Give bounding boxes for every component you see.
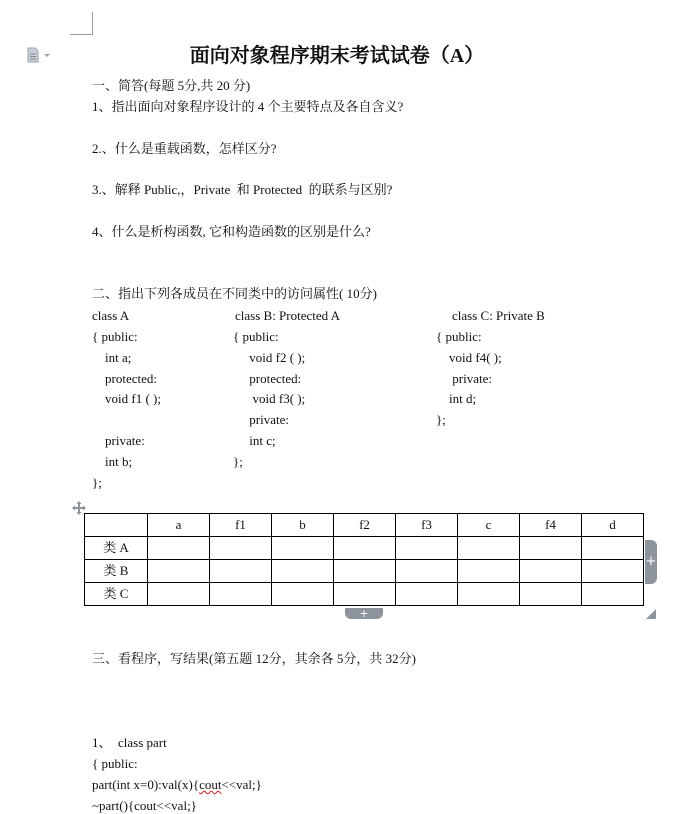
section1-heading: 一、简答(每题 5分,共 20 分) bbox=[92, 78, 251, 93]
table-cell[interactable] bbox=[458, 583, 520, 606]
code-line: protected: bbox=[233, 371, 302, 386]
table-header-cell[interactable] bbox=[85, 514, 148, 537]
code-line: ~part(){cout<<val;} bbox=[92, 798, 197, 813]
question-2: 2.、什么是重载函数，怎样区分? bbox=[92, 141, 277, 156]
code-line: { public: bbox=[436, 329, 482, 344]
code-line: int a; bbox=[92, 350, 132, 365]
code-line: class A bbox=[92, 308, 130, 323]
table-header-cell[interactable]: f4 bbox=[520, 514, 582, 537]
code-line: private: bbox=[233, 412, 289, 427]
access-table bbox=[84, 513, 644, 606]
table-cell[interactable] bbox=[148, 560, 210, 583]
code-line: protected: bbox=[92, 371, 157, 386]
table-cell[interactable] bbox=[210, 583, 272, 606]
table-header-cell[interactable]: b bbox=[272, 514, 334, 537]
table-cell[interactable] bbox=[334, 537, 396, 560]
row-label-cell[interactable]: 类 C bbox=[85, 583, 148, 606]
section3-heading: 三、看程序，写结果(第五题 12分，其余各 5分，共 32分) bbox=[92, 651, 416, 666]
code-line: { public: bbox=[233, 329, 279, 344]
row-label-cell[interactable]: 类 A bbox=[85, 537, 148, 560]
table-cell[interactable] bbox=[520, 583, 582, 606]
table-row bbox=[85, 560, 644, 583]
table-cell[interactable] bbox=[272, 560, 334, 583]
row-label-cell[interactable]: 类 B bbox=[85, 560, 148, 583]
code-line: class C: Private B bbox=[452, 308, 545, 323]
table-cell[interactable] bbox=[334, 560, 396, 583]
table-cell[interactable] bbox=[396, 560, 458, 583]
code-line: int c; bbox=[233, 433, 276, 448]
table-header-cell[interactable]: f1 bbox=[210, 514, 272, 537]
table-header-row bbox=[85, 514, 644, 537]
table-header-cell[interactable]: f3 bbox=[396, 514, 458, 537]
table-cell[interactable] bbox=[582, 560, 644, 583]
code-text: <<val;} bbox=[221, 777, 262, 792]
question-3: 3.、解释 Public,，Private 和 Protected 的联系与区别? bbox=[92, 182, 393, 197]
code-line: { public: bbox=[92, 756, 138, 771]
page-margin-mark bbox=[70, 12, 93, 35]
table-cell[interactable] bbox=[520, 560, 582, 583]
table-cell[interactable] bbox=[334, 583, 396, 606]
code-line: }; bbox=[233, 454, 243, 469]
table-cell[interactable] bbox=[148, 537, 210, 560]
table-cell[interactable] bbox=[458, 537, 520, 560]
table-cell[interactable] bbox=[396, 537, 458, 560]
exam-title: 面向对象程序期末考试试卷（A） bbox=[189, 45, 485, 67]
code-line bbox=[92, 777, 262, 793]
code-line: void f2 ( ); bbox=[233, 350, 306, 365]
code-text: part(int x=0):val(x){ bbox=[92, 777, 200, 792]
add-column-icon[interactable]: + bbox=[645, 540, 657, 584]
table-cell[interactable] bbox=[458, 560, 520, 583]
table-header-cell[interactable]: a bbox=[148, 514, 210, 537]
question-4: 4、什么是析构函数, 它和构造函数的区别是什么? bbox=[92, 224, 371, 239]
code-line: int b; bbox=[92, 454, 133, 469]
table-cell[interactable] bbox=[272, 537, 334, 560]
table-cell[interactable] bbox=[582, 583, 644, 606]
code-line: void f3( ); bbox=[233, 391, 306, 406]
table-header-cell[interactable]: f2 bbox=[334, 514, 396, 537]
table-cell[interactable] bbox=[396, 583, 458, 606]
code-line: void f1 ( ); bbox=[92, 391, 161, 406]
code-line: private: bbox=[436, 371, 492, 386]
section2-heading: 二、指出下列各成员在不同类中的访问属性( 10分) bbox=[92, 286, 377, 301]
code-line: class B: Protected A bbox=[235, 308, 341, 323]
code-line: }; bbox=[92, 475, 102, 490]
question-1: 1、指出面向对象程序设计的 4 个主要特点及各自含义? bbox=[92, 99, 404, 114]
code-line: private: bbox=[92, 433, 145, 448]
table-header-cell[interactable]: d bbox=[582, 514, 644, 537]
table-cell[interactable] bbox=[210, 537, 272, 560]
code-line: void f4( ); bbox=[436, 350, 502, 365]
code-line: { public: bbox=[92, 329, 138, 344]
table-row bbox=[85, 583, 644, 606]
table-cell[interactable] bbox=[520, 537, 582, 560]
table-cell[interactable] bbox=[272, 583, 334, 606]
table-cell[interactable] bbox=[148, 583, 210, 606]
spell-error-word[interactable]: cout bbox=[199, 777, 222, 792]
table-header-cell[interactable]: c bbox=[458, 514, 520, 537]
table-resize-icon[interactable] bbox=[646, 609, 656, 619]
code-line: int d; bbox=[436, 391, 477, 406]
code-line: 1、 class part bbox=[92, 735, 167, 750]
table-row bbox=[85, 537, 644, 560]
table-cell[interactable] bbox=[210, 560, 272, 583]
add-row-icon[interactable]: + bbox=[345, 608, 383, 619]
table-cell[interactable] bbox=[582, 537, 644, 560]
code-line: }; bbox=[436, 412, 446, 427]
